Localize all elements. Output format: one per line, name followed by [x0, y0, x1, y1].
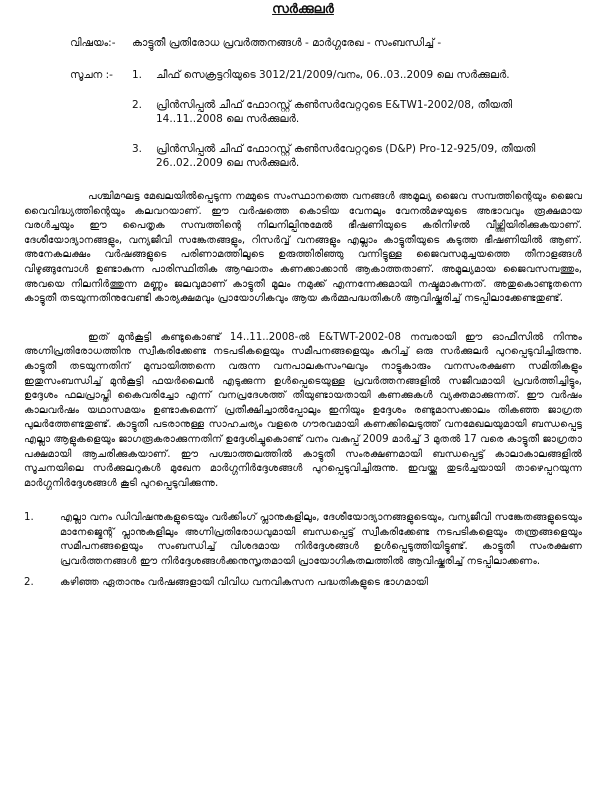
directive-item [24, 576, 582, 591]
reference-item [132, 98, 582, 126]
subject-line [70, 36, 582, 50]
reference-text: പ്രിൻസിപ്പൽ ചീഫ് ഫോറസ്റ്റ് കൺസർവേറ്ററുടെ (D&P) Pro-12-925/09, തീയതി 26..02..2009 ലെ സർക്കുലർ. [156, 143, 536, 169]
references-block [70, 68, 582, 186]
directive-number: 2. [24, 576, 34, 588]
directives-list [24, 511, 582, 590]
directive-text: കഴിഞ്ഞ ഏതാനും വർഷങ്ങളായി വിവിധ വനവികസന പദ്ധതികളുടെ ഭാഗമായി [60, 576, 428, 588]
document-title: സർക്കുലർ [272, 2, 334, 17]
directive-number: 1. [24, 512, 34, 524]
subject-text: കാട്ടുതീ പ്രതിരോധ പ്രവർത്തനങ്ങൾ - മാർഗ്ഗരേഖ - സംബന്ധിച്ച് - [132, 37, 442, 49]
reference-item [132, 68, 582, 82]
reference-text: പ്രിൻസിപ്പൽ ചീഫ് ഫോറസ്റ്റ് കൺസർവേറ്ററുടെ E&TW1-2002/08, തീയതി 14..11..2008 ലെ സർക്കുലർ. [156, 99, 513, 125]
references-label: സൂചന :- [70, 69, 113, 81]
body-paragraph: ഇത് മുൻകൂട്ടി കണ്ടുകൊണ്ട് 14..11..2008-ൽ E&TWT-2002-08 നമ്പരായി ഈ ഓഫീസിൽ നിന്നും അഗ്നിപ്രതിരോധത്തിനു സ്വീകരിക്കേണ്ട നടപടികളെയും സമീപനങ്ങളെയും കുറിച്ച് ഒരു സർക്കുലർ പുറപ്പെടുവിച്ചിരുന്നു. കാട്ടുതീ തടയുന്നതിന് മുമ്പായിത്തന്നെ വരുന്ന വനപാലകസംഘവും നാട്ടുകാരും വനസംരക്ഷണ സമിതികളും ഇതുസംബന്ധിച്ച് മുൻകൂട്ടി ഫയർലൈൻ എടുക്കുന്ന ഉൾപ്പെടെയുള്ള പ്രവർത്തനങ്ങളിൽ സജീവമായി പ്രവർത്തിച്ചിട്ടും, ഉദ്ദേശം ഫലപ്രാപ്തി കൈവരിച്ചോ എന്ന് വനപ്രദേശത്ത് തീയുണ്ടായതായി കണക്കുകൾ വ്യക്തമാക്കുന്നത്. ഈ വർഷം കാലവർഷം യഥാസമയം ഉണ്ടാകുമെന്ന് പ്രതീക്ഷിച്ചാൽപ്പോലും ഇനിയും ഉദ്ദേശം രണ്ടുമാസക്കാലം തികഞ്ഞ ജാഗ്രത പുലർത്തേണ്ടതുണ്ട്. കാട്ടുതീ പടരാനുള്ള സാഹചര്യം വളരെ ഗൗരവമായി കണക്കിലെടുത്ത് വനമേഖലയുമായി ബന്ധപ്പെട്ട എല്ലാ ആളുകളെയും ജാഗരൂകരാക്കുന്നതിന് ഉദ്ദേശിച്ചുകൊണ്ട് വനം വകുപ്പ് 2009 മാർച്ച് 3 മുതൽ 17 വരെ കാട്ടുതീ ജാഗ്രതാ പക്ഷമായി ആചരിക്കുകയാണ്. ഈ പശ്ചാത്തലത്തിൽ കാട്ടുതീ സംരക്ഷണമായി ബന്ധപ്പെട്ട് കാലാകാലങ്ങളിൽ സൂചനയിലെ സർക്കുലറുകൾ മുഖേന മാർഗ്ഗനിർദ്ദേശങ്ങൾ പുറപ്പെടുവിച്ചിരുന്നു. ഇവയ്ക്കു തുടർച്ചയായി താഴെപ്പറയുന്ന മാർഗ്ഗനിർദ്ദേശങ്ങൾ കൂടി പുറപ്പെടുവിക്കുന്നു. [24, 331, 582, 489]
reference-number: 3. [132, 143, 143, 155]
body-paragraph: പശ്ചിമഘട്ട മേഖലയിൽപ്പെടുന്ന നമ്മുടെ സംസ്ഥാനത്തെ വനങ്ങൾ അമൂല്യ ജൈവ സമ്പത്തിന്റെയും ജൈവ വൈവിദ്ധ്യത്തിന്റെയും കലവറയാണ്. ഈ വർഷത്തെ കൊടിയ വേനലും വേനൽമഴയുടെ അഭാവവും രൂക്ഷമായ വരൾച്ചയും ഈ പൈതൃക സമ്പത്തിന്റെ നിലനില്പിനുമേൽ ഭീഷണിയുടെ കരിനിഴൽ വീഴ്ത്തിയിരിക്കുകയാണ്. ദേശീയോദ്യാനങ്ങളും, വന്യജീവി സങ്കേതങ്ങളും, റിസർവ്വ് വനങ്ങളും എല്ലാം കാട്ടുതീയുടെ കടുത്ത ഭീഷണിയിൽ ആണ്. അനേകലക്ഷം വർഷങ്ങളുടെ പരിണാമത്തിലൂടെ ഉരുത്തിരിഞ്ഞു വന്നിട്ടുള്ള ജൈവസമുച്ചയത്തെ തീനാളങ്ങൾ വിഴുങ്ങുമ്പോൾ ഉണ്ടാകുന്ന പാരിസ്ഥിതിക ആഘാതം കണക്കാക്കാൻ ആകാത്തതാണ്. അമൂല്യമായ ജൈവസമ്പത്തും, അവയെ നിലനിർത്തുന്ന മണ്ണും ജലവുമാണ് കാട്ടുതീ മൂലം നമുക്ക് എന്നന്നേക്കുമായി നഷ്ടമാകുന്നത്. അതുകൊണ്ടുതന്നെ കാട്ടുതീ തടയുന്നതിനുവേണ്ടി കാര്യക്ഷമവും പ്രായോഗികവും ആയ കർമ്മപദ്ധതികൾ ആവിഷ്കരിച്ച് നടപ്പിലാക്കേണ്ടതുണ്ട്. [24, 191, 582, 305]
subject-label: വിഷയം:- [70, 37, 116, 49]
reference-number: 1. [132, 69, 143, 81]
reference-number: 2. [132, 99, 143, 111]
directive-text: എല്ലാ വനം ഡിവിഷനുകളുടെയും വർക്കിംഗ് പ്ലാനുകളിലും, ദേശീയോദ്യാനങ്ങളുടെയും, വന്യജീവി സങ്കേതങ്ങളുടെയും മാനേജ്മെന്റ് പ്ലാനുകളിലും അഗ്നിപ്രതിരോധവുമായി ബന്ധപ്പെട്ട് സ്വീകരിക്കേണ്ട നടപടികളെയും തന്ത്രങ്ങളെയും സമീപനങ്ങളെയും സംബന്ധിച്ച് വിശദമായ നിർദ്ദേശങ്ങൾ ഉൾപ്പെടുത്തിയിട്ടുണ്ട്. കാട്ടുതീ സംരക്ഷണ പ്രവർത്തനങ്ങൾ ഈ നിർദ്ദേശങ്ങൾക്കനുസൃതമായി പ്രായോഗികതലത്തിൽ ആവിഷ്കരിച്ച് നടപ്പിലാക്കണം. [60, 512, 582, 568]
directive-item [24, 511, 582, 569]
references-list [132, 68, 582, 186]
reference-text: ചീഫ് സെക്രട്ടറിയുടെ 3012/21/2009/വനം, 06..03..2009 ലെ സർക്കുലർ. [156, 69, 510, 81]
reference-item [132, 142, 582, 170]
